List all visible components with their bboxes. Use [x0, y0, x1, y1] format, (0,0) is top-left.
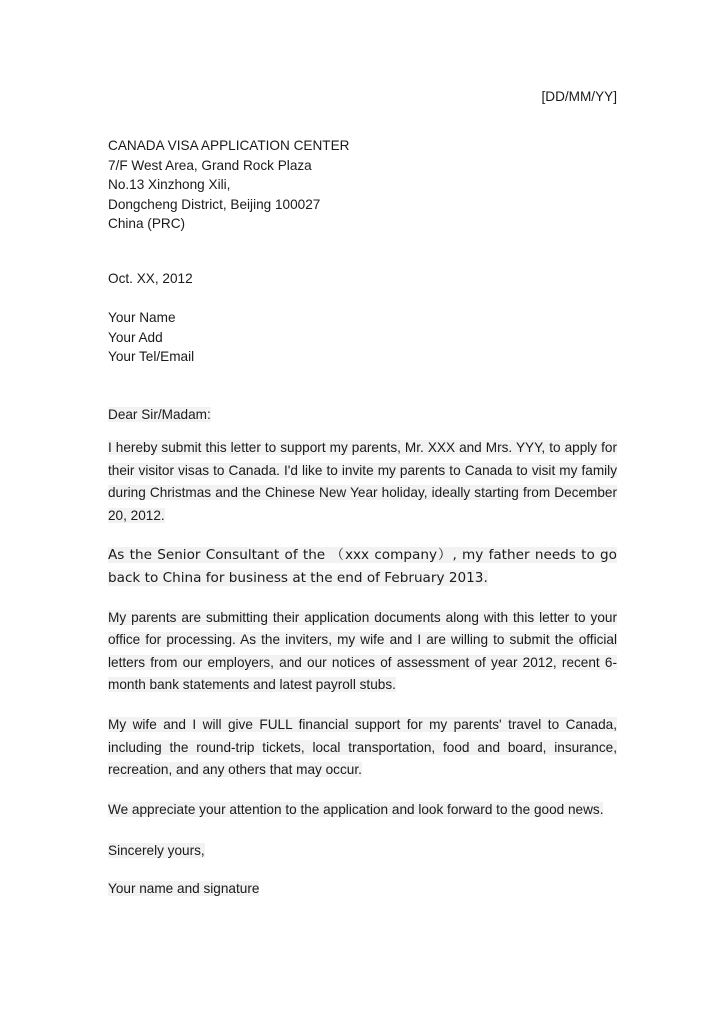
- body-paragraph: [108, 799, 617, 822]
- body-paragraph-text: We appreciate your attention to the application and look forward to the good news.: [108, 801, 604, 817]
- greeting-text: Dear Sir/Madam:: [108, 407, 211, 422]
- recipient-line: Dongcheng District, Beijing 100027: [108, 196, 321, 212]
- date-placeholder: [108, 87, 617, 107]
- body-paragraph: [108, 544, 617, 589]
- recipient-line: 7/F West Area, Grand Rock Plaza: [108, 157, 312, 173]
- greeting: [108, 405, 617, 425]
- letter-body: [108, 437, 617, 838]
- body-paragraph-text: As the Senior Consultant of the （xxx company）, my father needs to go back to China for business at the end of February 2013.: [108, 547, 617, 586]
- body-paragraph: [108, 437, 617, 527]
- recipient-address-block: [108, 136, 617, 234]
- sender-line: Your Name: [108, 310, 176, 325]
- body-paragraph-text: My parents are submitting their application documents along with this letter to your office for processing. As the inviters, my wife and I are willing to submit the official letters from our employers, and our notices of assessment of year 2012, recent 6-month bank statements and latest payroll stubs.: [108, 609, 617, 693]
- signature-block: [108, 879, 617, 899]
- sender-block: [108, 308, 617, 367]
- sender-line: Your Add: [108, 329, 163, 345]
- body-paragraph: [108, 607, 617, 697]
- body-paragraph: [108, 714, 617, 782]
- closing-salutation-text: Sincerely yours,: [108, 843, 205, 858]
- body-paragraph-text: I hereby submit this letter to support my parents, Mr. XXX and Mrs. YYY, to apply for their visitor visas to Canada. I'd like to invite my parents to Canada to visit my family during Christmas and the Chinese New Year holiday, ideally starting from December 20, 2012.: [108, 440, 617, 523]
- letter-date-text: Oct. XX, 2012: [108, 271, 193, 286]
- letter-date: [108, 269, 617, 289]
- recipient-line: No.13 Xinzhong Xili,: [108, 177, 231, 193]
- body-paragraph-text: My wife and I will give FULL financial support for my parents' travel to Canada, including the round-trip tickets, local transportation, food and board, insurance, recreation, and any others that may occur.: [108, 716, 617, 778]
- recipient-line: China (PRC): [108, 216, 186, 232]
- recipient-line: CANADA VISA APPLICATION CENTER: [108, 138, 350, 153]
- date-placeholder-text: [DD/MM/YY]: [541, 89, 617, 104]
- sender-line: Your Tel/Email: [108, 349, 195, 365]
- signature-text: Your name and signature: [108, 881, 260, 896]
- closing-salutation: [108, 841, 617, 861]
